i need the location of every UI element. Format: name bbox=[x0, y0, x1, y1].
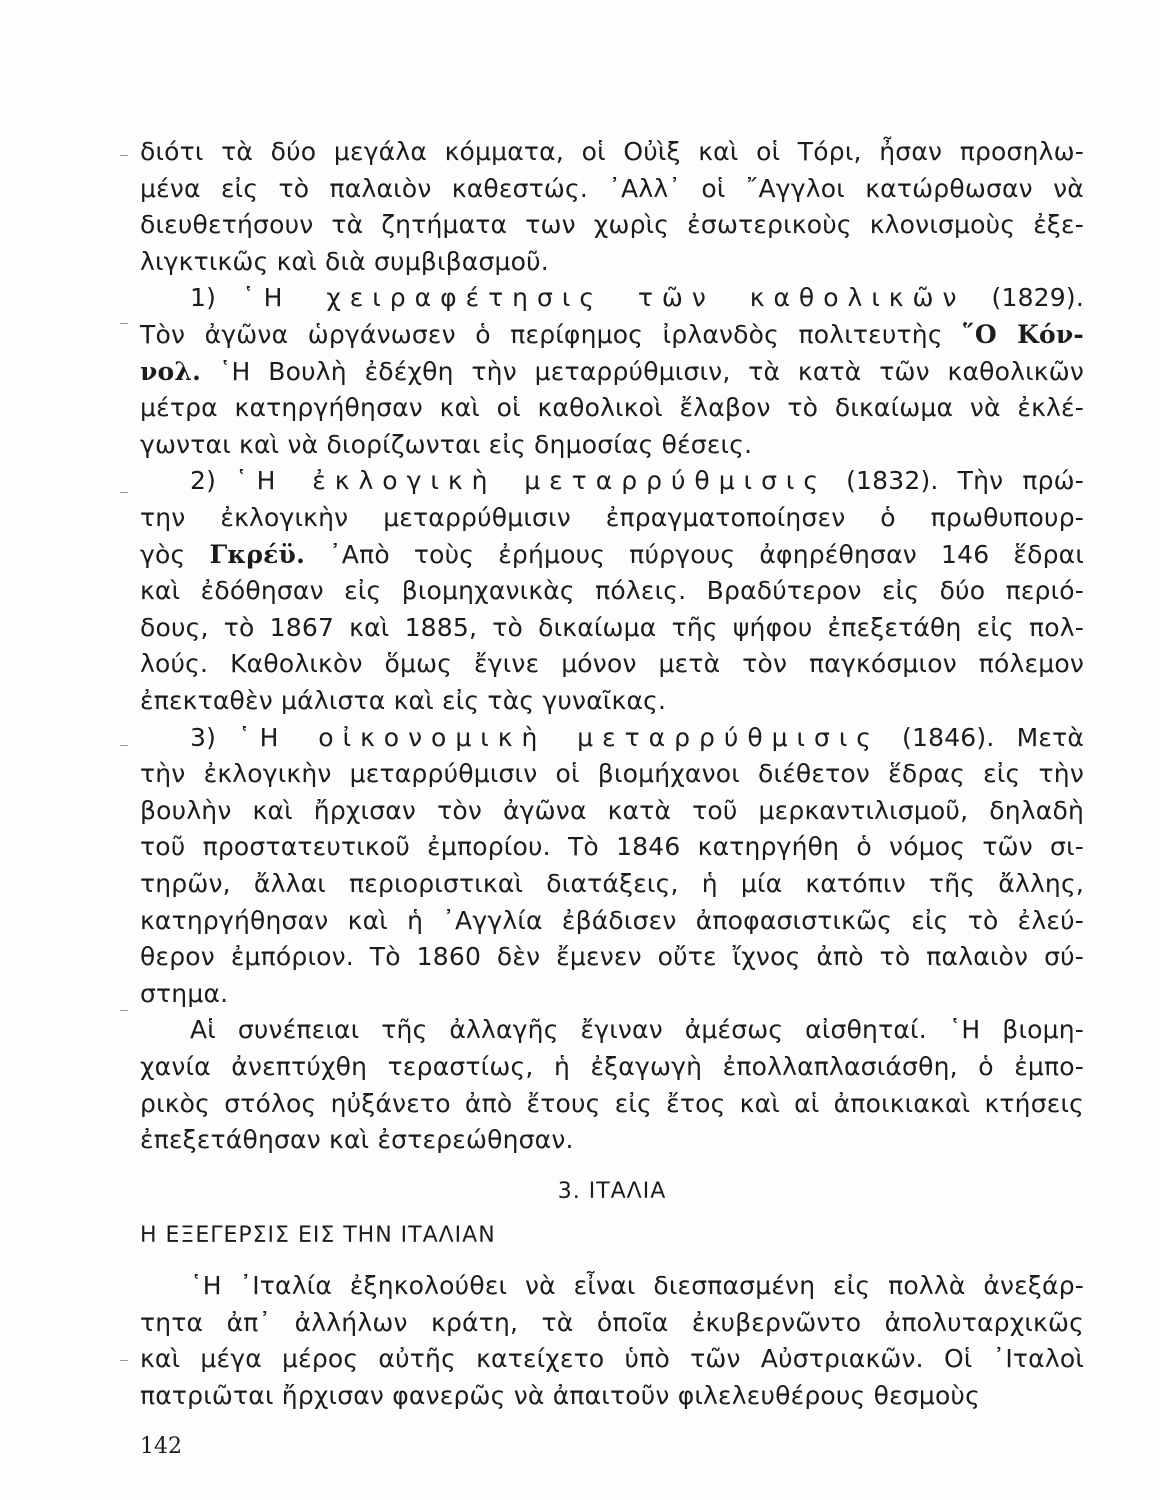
subsection-heading: Η ΕΞΕΓΕΡΣΙΣ ΕΙΣ ΤΗΝ ΙΤΑΛΙΑΝ bbox=[140, 1223, 496, 1249]
text-line: τοῦ προστατευτικοῦ ἐμπορίου. Τὸ 1846 κατηργήθη ὁ νόμος τῶν σι- bbox=[140, 832, 1084, 862]
item-number: 1) bbox=[190, 283, 243, 313]
item-year: (1846). Μετὰ bbox=[879, 722, 1084, 752]
numbered-heading-line bbox=[190, 461, 1084, 501]
text-line: ρικὸς στόλος ηὐξάνετο ἀπὸ ἔτους εἰς ἔτος καὶ αἱ ἀποικιακαὶ κτήσεις bbox=[140, 1088, 1084, 1118]
numbered-heading-line bbox=[190, 278, 1084, 318]
text-span: ᾿Απὸ τοὺς ἐρήμους πύργους ἀφηρέθησαν 146 ἕδραι bbox=[305, 539, 1085, 569]
text-line: καὶ μέγα μέρος αὐτῆς κατείχετο ὑπὸ τῶν Αὐστριακῶν. Οἱ ᾿Ιταλοὶ bbox=[140, 1344, 1084, 1374]
margin-mark bbox=[120, 745, 128, 746]
text-span: γὸς bbox=[140, 539, 210, 569]
text-line: διότι τὰ δύο μεγάλα κόμματα, οἱ Οὐὶξ καὶ οἱ Τόρι, ἦσαν προσηλω- bbox=[140, 137, 1084, 166]
text-line: κατηργήθησαν καὶ ἡ ᾿Αγγλία ἐβάδισεν ἀποφασιστικῶς εἰς τὸ ἐλεύ- bbox=[140, 905, 1084, 935]
person-name: ῞Ο Κόν- bbox=[962, 320, 1084, 349]
text-line: θερον ἐμπόριον. Τὸ 1860 δὲν ἔμενεν οὔτε ἴχνος ἀπὸ τὸ παλαιὸν σύ- bbox=[140, 942, 1084, 972]
text-line: Αἱ συνέπειαι τῆς ἀλλαγῆς ἔγιναν ἀμέσως αἰσθηταί. ῾Η βιομη- bbox=[190, 1015, 1084, 1045]
text-line: τὴν ἐκλογικὴν μεταρρύθμισιν οἱ βιομήχανοι διέθετον ἕδρας εἰς τὴν bbox=[140, 759, 1084, 789]
text-line: τητα ἀπ᾿ ἀλλήλων κράτη, τὰ ὁποῖα ἐκυβερνῶντο ἀπολυταρχικῶς bbox=[140, 1307, 1084, 1337]
text-span: Τὸν ἀγῶνα ὡργάνωσεν ὁ περίφημος ἰρλανδὸς πολιτευτὴς bbox=[140, 320, 963, 349]
text-line: βουλὴν καὶ ἤρχισαν τὸν ἀγῶνα κατὰ τοῦ μερκαντιλισμοῦ, δηλαδὴ bbox=[140, 795, 1084, 825]
page-number: 142 bbox=[140, 1434, 182, 1459]
item-number: 2) bbox=[190, 466, 236, 496]
item-year: (1832). Τὴν πρώ- bbox=[827, 466, 1084, 496]
text-line: την ἐκλογικὴν μεταρρύθμισιν ἐπραγματοποίησεν ὁ πρωθυπουρ- bbox=[140, 503, 1084, 532]
text-line bbox=[140, 352, 1084, 392]
text-span: ῾Η Βουλὴ ἐδέχθη τὴν μεταρρύθμισιν, τὰ κατὰ τῶν καθολικῶν bbox=[201, 356, 1084, 386]
text-line: μένα εἰς τὸ παλαιὸν καθεστώς. ᾿Αλλ᾿ οἱ ῎Αγγλοι κατώρθωσαν νὰ bbox=[140, 173, 1084, 203]
text-line: καὶ ἐδόθησαν εἰς βιομηχανικὰς πόλεις. Βραδύτερον εἰς δύο περιό- bbox=[140, 576, 1084, 606]
text-line: μέτρα κατηργήθησαν καὶ οἱ καθολικοὶ ἔλαβον τὸ δικαίωμα νὰ ἐκλέ- bbox=[140, 393, 1084, 423]
item-title: ῾Η οἰκονομικὴ μεταρρύθμισις bbox=[238, 722, 880, 752]
item-number: 3) bbox=[190, 722, 239, 752]
text-line: ἐπεκταθὲν μάλιστα καὶ εἰς τὰς γυναῖκας. bbox=[140, 686, 667, 715]
margin-mark bbox=[120, 155, 128, 156]
margin-mark bbox=[120, 1360, 128, 1361]
text-line: ἐπεξετάθησαν καὶ ἐστερεώθησαν. bbox=[140, 1125, 574, 1155]
text-line bbox=[140, 315, 1084, 355]
text-line: διευθετήσουν τὰ ζητήματα των χωρὶς ἐσωτερικοὺς κλονισμοὺς ἐξε- bbox=[140, 210, 1084, 240]
margin-mark bbox=[120, 323, 128, 324]
text-line: δους, τὸ 1867 καὶ 1885, τὸ δικαίωμα τῆς ψήφου ἐπεξετάθη εἰς πολ- bbox=[140, 612, 1084, 642]
text-line: χανία ἀνεπτύχθη τεραστίως, ἡ ἐξαγωγὴ ἐπολλαπλασιάσθη, ὁ ἐμπο- bbox=[140, 1052, 1084, 1081]
text-line: λούς. Καθολικὸν ὅμως ἔγινε μόνον μετὰ τὸν παγκόσμιον πόλεμον bbox=[140, 649, 1084, 679]
margin-mark bbox=[120, 492, 128, 493]
item-title: ῾Η ἐκλογικὴ μεταρρύθμισις bbox=[235, 466, 828, 496]
text-line: ῾Η ᾿Ιταλία ἐξηκολούθει νὰ εἶναι διεσπασμένη εἰς πολλὰ ἀνεξάρ- bbox=[190, 1271, 1084, 1301]
person-name: Γκρέϋ. bbox=[209, 539, 305, 569]
section-heading: 3. ΙΤΑΛΙΑ bbox=[557, 1179, 667, 1205]
item-title: ῾Η χειραφέτησις τῶν καθολικῶν bbox=[242, 283, 966, 313]
text-line: λιγκτικῶς καὶ διὰ συμβιβασμοῦ. bbox=[140, 246, 549, 276]
margin-mark bbox=[120, 1010, 128, 1011]
person-name: νολ. bbox=[140, 356, 202, 386]
text-line: στημα. bbox=[140, 978, 229, 1008]
numbered-heading-line bbox=[190, 718, 1084, 758]
text-line: πατριῶται ἤρχισαν φανερῶς νὰ ἀπαιτοῦν φιλελευθέρους θεσμοὺς bbox=[140, 1381, 980, 1410]
item-year: (1829). bbox=[965, 283, 1084, 313]
text-line: γωνται καὶ νὰ διορίζωνται εἰς δημοσίας θέσεις. bbox=[140, 429, 753, 459]
text-line: τηρῶν, ἄλλαι περιοριστικαὶ διατάξεις, ἡ μία κατόπιν τῆς ἄλλης, bbox=[140, 869, 1084, 898]
text-line bbox=[140, 535, 1084, 575]
